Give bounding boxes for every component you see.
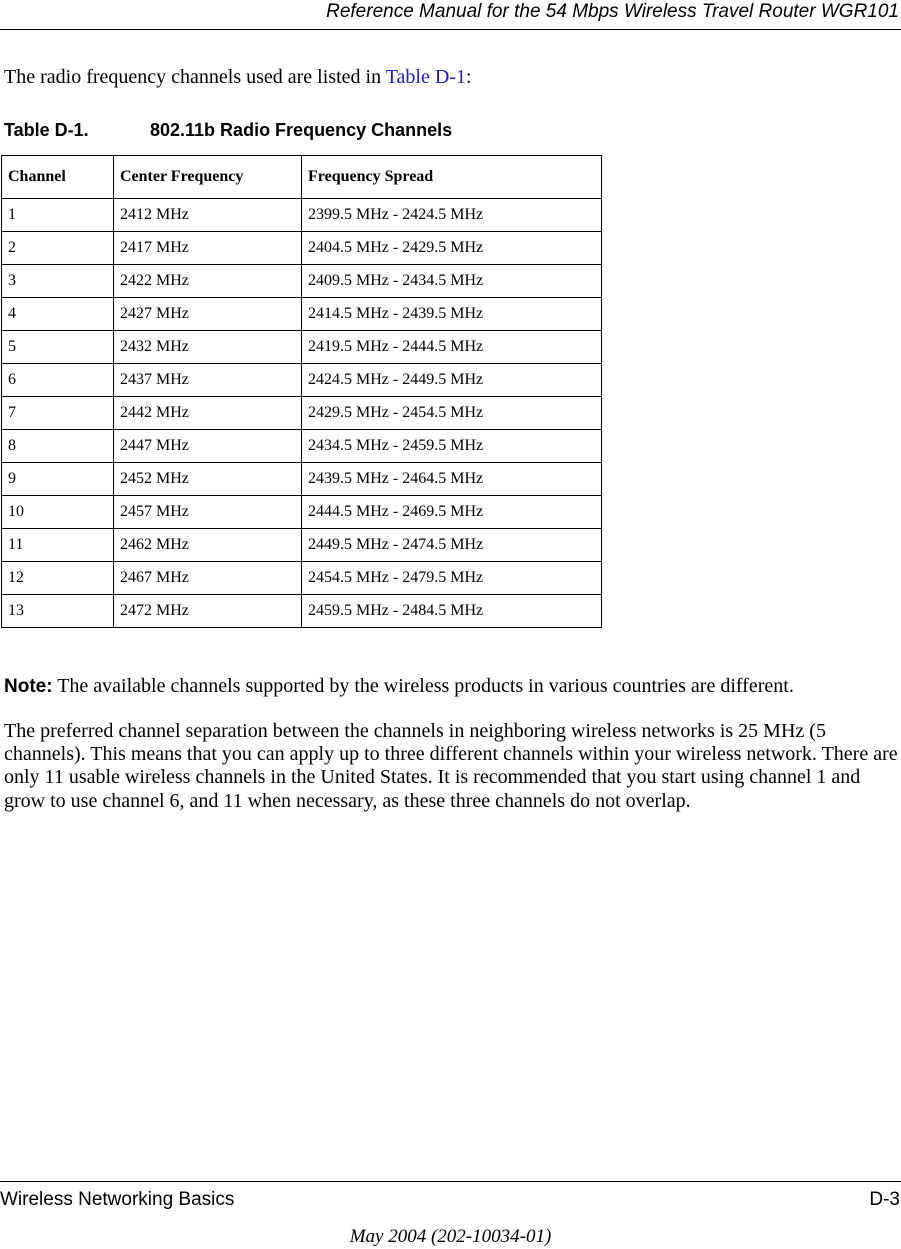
cell-center-frequency: 2457 MHz [114,496,302,529]
cell-channel: 7 [2,397,114,430]
cell-center-frequency: 2427 MHz [114,298,302,331]
cell-center-frequency: 2417 MHz [114,232,302,265]
note [4,673,794,700]
table-caption-name: 802.11b Radio Frequency Channels [150,120,453,140]
cell-channel: 2 [2,232,114,265]
table-row [2,562,602,595]
column-header-center-frequency: Center Frequency [114,156,302,199]
footer-section-name: Wireless Networking Basics [0,1189,235,1210]
cell-center-frequency: 2462 MHz [114,529,302,562]
table-header-row [2,156,602,199]
channel-table [1,155,602,628]
cell-frequency-spread: 2449.5 MHz - 2474.5 MHz [302,529,602,562]
table-row [2,529,602,562]
table-row [2,430,602,463]
intro-sentence [4,64,472,90]
table-caption-label: Table D-1. [4,120,89,140]
cell-channel: 13 [2,595,114,628]
column-header-frequency-spread: Frequency Spread [302,156,602,199]
cell-frequency-spread: 2459.5 MHz - 2484.5 MHz [302,595,602,628]
cell-channel: 8 [2,430,114,463]
cell-center-frequency: 2437 MHz [114,364,302,397]
cell-channel: 9 [2,463,114,496]
table-row [2,397,602,430]
cell-frequency-spread: 2424.5 MHz - 2449.5 MHz [302,364,602,397]
cell-center-frequency: 2452 MHz [114,463,302,496]
header-rule [0,29,901,30]
cell-frequency-spread: 2404.5 MHz - 2429.5 MHz [302,232,602,265]
footer-page-number: D-3 [869,1189,900,1210]
table-row [2,364,602,397]
cell-frequency-spread: 2434.5 MHz - 2459.5 MHz [302,430,602,463]
cell-center-frequency: 2432 MHz [114,331,302,364]
table-row [2,265,602,298]
table-reference-link[interactable]: Table D-1 [385,66,466,88]
cell-channel: 11 [2,529,114,562]
cell-channel: 12 [2,562,114,595]
cell-channel: 1 [2,199,114,232]
table-row [2,463,602,496]
note-label: Note: [4,676,53,697]
cell-frequency-spread: 2419.5 MHz - 2444.5 MHz [302,331,602,364]
cell-frequency-spread: 2454.5 MHz - 2479.5 MHz [302,562,602,595]
cell-channel: 3 [2,265,114,298]
cell-frequency-spread: 2429.5 MHz - 2454.5 MHz [302,397,602,430]
table-caption [4,119,453,141]
cell-channel: 5 [2,331,114,364]
cell-frequency-spread: 2414.5 MHz - 2439.5 MHz [302,298,602,331]
cell-frequency-spread: 2439.5 MHz - 2464.5 MHz [302,463,602,496]
table-row [2,232,602,265]
body-paragraph: The preferred channel separation between the channels in neighboring wireless networks is 25 MHz (5 channels). This means that you can apply up to three different channels within your wireless network. There are only 11 usable wireless channels in the United States. It is recommended that you start using channel 1 and grow to use channel 6, and 11 when necessary, as these three channels do not overlap. [4,720,898,812]
running-header-title: Reference Manual for the 54 Mbps Wireless Travel Router WGR101 [326,1,899,22]
cell-channel: 6 [2,364,114,397]
table-row [2,331,602,364]
cell-center-frequency: 2467 MHz [114,562,302,595]
column-header-channel: Channel [2,156,114,199]
cell-center-frequency: 2422 MHz [114,265,302,298]
table-row [2,298,602,331]
table-row [2,199,602,232]
footer-date: May 2004 (202-10034-01) [349,1226,552,1247]
cell-channel: 4 [2,298,114,331]
footer-rule [0,1181,901,1182]
cell-center-frequency: 2447 MHz [114,430,302,463]
cell-frequency-spread: 2399.5 MHz - 2424.5 MHz [302,199,602,232]
intro-suffix: : [465,66,472,88]
intro-prefix: The radio frequency channels used are listed in [4,66,386,88]
cell-center-frequency: 2472 MHz [114,595,302,628]
table-row [2,595,602,628]
table-row [2,496,602,529]
table-body [2,199,602,628]
note-text: The available channels supported by the wireless products in various countries are different. [52,675,794,697]
cell-frequency-spread: 2409.5 MHz - 2434.5 MHz [302,265,602,298]
cell-center-frequency: 2442 MHz [114,397,302,430]
cell-frequency-spread: 2444.5 MHz - 2469.5 MHz [302,496,602,529]
cell-channel: 10 [2,496,114,529]
cell-center-frequency: 2412 MHz [114,199,302,232]
